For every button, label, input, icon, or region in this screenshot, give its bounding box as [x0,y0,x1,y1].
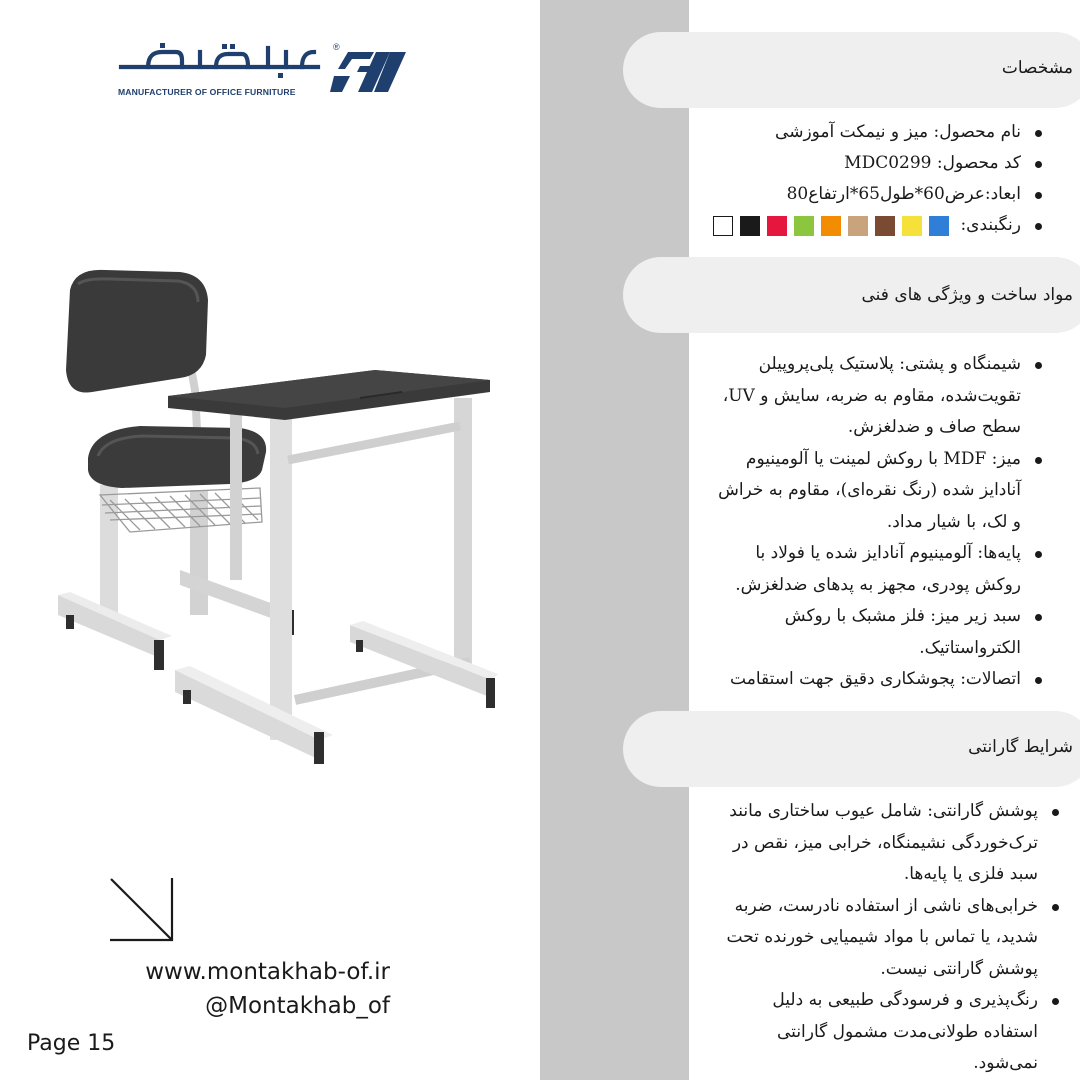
school-desk-and-chair-image [30,220,510,780]
color-swatch [821,216,841,236]
color-swatch [713,216,733,236]
colors-label: رنگبندی: [960,215,1021,235]
material-basket: سبد زیر میز: فلز مشبک با روکش الکترواستاتیک. [710,601,1045,664]
color-swatches [706,210,949,241]
specs-header [623,32,1080,108]
color-swatch [848,216,868,236]
website-link[interactable]: www.montakhab-of.ir [145,959,390,985]
material-desk: میز: MDF با روکش لمینت یا آلومینیوم آنادایز شده (رنگ نقره‌ای)، مقاوم به خراش و لک، با شیار مداد. [710,444,1045,539]
material-legs: پایه‌ها: آلومینیوم آنادایز شده یا فولاد با روکش پودری، مجهز به پدهای ضدلغزش. [710,538,1045,601]
brand-logo [118,42,418,104]
specs-list [706,117,1045,241]
material-joints: اتصالات: پجوشکاری دقیق جهت استقامت [710,664,1045,696]
registered-mark: ® [333,42,340,52]
brand-emblem-icon [330,44,408,100]
spec-colors [706,210,1045,241]
color-swatch [767,216,787,236]
color-swatch [794,216,814,236]
warranty-title: شرایط گارانتی [968,737,1073,757]
materials-list [710,349,1045,696]
contact-info [145,955,390,1023]
warranty-wear: رنگ‌پذیری و فرسودگی طبیعی به دلیل استفاده طولانی‌مدت مشمول گارانتی نمی‌شود. [717,985,1062,1080]
spec-product-code: کد محصول: MDC0299 [706,148,1045,179]
spec-product-name: نام محصول: میز و نیمکت آموزشی [706,117,1045,148]
material-seat-back: شیمنگاه و پشتی: پلاستیک پلی‌پروپیلن تقویت‌شده، مقاوم به ضربه، سایش و UV، سطح صاف و ضدلغزش. [710,349,1045,444]
materials-header [623,257,1080,333]
color-swatch [929,216,949,236]
brand-wordmark [118,42,323,78]
warranty-coverage: پوشش گارانتی: شامل عیوب ساختاری مانند ترک‌خوردگی نشیمنگاه، خرابی میز، نقص در سبد فلزی یا پایه‌ها. [717,796,1062,891]
color-swatch [902,216,922,236]
brand-tagline: MANUFACTURER OF OFFICE FURNITURE [118,87,296,97]
color-swatch [875,216,895,236]
arrow-down-right-icon [108,876,176,944]
warranty-header [623,711,1080,787]
gray-background-band [540,0,689,1080]
warranty-exclusions: خرابی‌های ناشی از استفاده نادرست، ضربه شدید، یا تماس با مواد شیمیایی خورنده تحت پوشش گارانتی نیست. [717,891,1062,986]
page-number: Page 15 [27,1031,116,1056]
color-swatch [740,216,760,236]
warranty-list [717,796,1062,1080]
spec-dimensions: ابعاد:عرض60*طول65*ارتفاع80 [706,179,1045,210]
materials-title: مواد ساخت و ویژگی های فنی [861,285,1073,305]
specs-title: مشخصات [1001,58,1073,78]
social-handle[interactable]: @Montakhab_of [205,993,390,1019]
